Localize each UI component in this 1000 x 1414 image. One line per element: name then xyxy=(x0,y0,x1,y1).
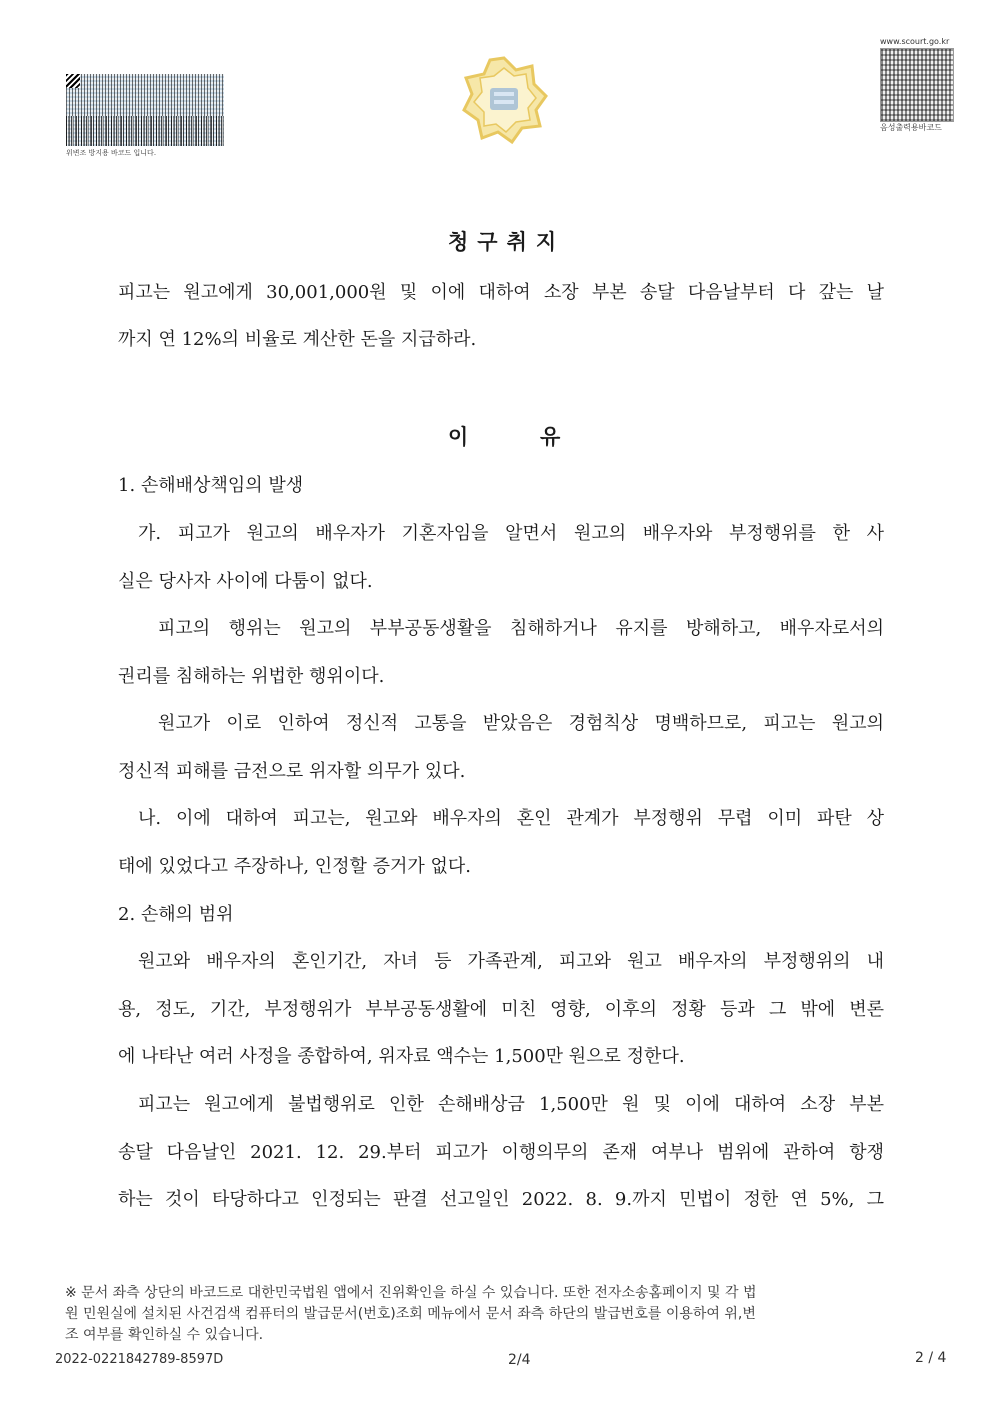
claim-heading: 청구취지 xyxy=(448,229,566,254)
court-seal-icon xyxy=(458,54,550,146)
site-url: www.scourt.go.kr xyxy=(880,37,950,46)
authenticity-barcode xyxy=(66,74,224,146)
para-a2-line-1: 피고의 행위는 원고의 부부공동생활을 침해하거나 유지를 방해하고, 배우자로서의 xyxy=(158,618,884,639)
footnote-line-3: 조 여부를 확인하실 수 있습니다. xyxy=(65,1327,264,1343)
section-2-title: 2. 손해의 범위 xyxy=(118,904,234,925)
reasons-heading-right: 유 xyxy=(540,424,570,449)
page-number-center: 2/4 xyxy=(508,1352,531,1368)
para-a3-line-1: 원고가 이로 인하여 정신적 고통을 받았음은 경험칙상 명백하므로, 피고는 원고의 xyxy=(158,713,884,734)
voice-barcode-caption: 음성출력용바코드 xyxy=(880,123,942,132)
para-a-line-1: 가. 피고가 원고의 배우자가 기혼자임을 알면서 원고의 배우자와 부정행위를 한 사 xyxy=(138,523,884,544)
para-c-line-3: 에 나타난 여러 사정을 종합하여, 위자료 액수는 1,500만 원으로 정한다. xyxy=(118,1046,685,1067)
para-d-line-2: 송달 다음날인 2021. 12. 29.부터 피고가 이행의무의 존재 여부나 범위에 관하여 항쟁 xyxy=(118,1142,884,1163)
para-c-line-1: 원고와 배우자의 혼인기간, 자녀 등 가족관계, 피고와 원고 배우자의 부정행위의 내 xyxy=(138,951,884,972)
section-1-title: 1. 손해배상책임의 발생 xyxy=(118,475,304,496)
reasons-heading-left: 이 xyxy=(448,424,478,449)
para-d-line-3: 하는 것이 타당하다고 인정되는 판결 선고일인 2022. 8. 9.까지 민법이 정한 연 5%, 그 xyxy=(118,1189,884,1210)
footnote-line-2: 원 민원실에 설치된 사건검색 컴퓨터의 발급문서(번호)조회 메뉴에서 문서 좌측 하단의 발급번호를 이용하여 위,변 xyxy=(65,1306,756,1322)
issue-number: 2022-0221842789-8597D xyxy=(55,1352,224,1367)
para-a3-line-2: 정신적 피해를 금전으로 위자할 의무가 있다. xyxy=(118,761,466,782)
claim-line-2: 까지 연 12%의 비율로 계산한 돈을 지급하라. xyxy=(118,329,477,350)
barcode-corner-mark xyxy=(66,74,80,88)
barcode-bars xyxy=(66,116,224,146)
claim-line-1: 피고는 원고에게 30,001,000원 및 이에 대하여 소장 부본 송달 다음날부터 다 갚는 날 xyxy=(118,282,884,303)
page-number-right: 2 / 4 xyxy=(915,1350,947,1366)
para-d-line-1: 피고는 원고에게 불법행위로 인한 손해배상금 1,500만 원 및 이에 대하여 소장 부본 xyxy=(138,1094,884,1115)
verification-footnote xyxy=(65,1283,945,1346)
barcode-caption: 위변조 방지용 바코드 입니다. xyxy=(66,149,157,157)
para-b-line-1: 나. 이에 대하여 피고는, 원고와 배우자의 혼인 관계가 부정행위 무렵 이미 파탄 상 xyxy=(138,808,884,829)
para-c-line-2: 용, 정도, 기간, 부정행위가 부부공동생활에 미친 영향, 이후의 정황 등과 그 밖에 변론 xyxy=(118,999,884,1020)
para-b-line-2: 태에 있었다고 주장하나, 인정할 증거가 없다. xyxy=(118,856,472,877)
voice-output-barcode xyxy=(880,48,954,122)
para-a-line-2: 실은 당사자 사이에 다툼이 없다. xyxy=(118,571,373,592)
footnote-line-1: ※ 문서 좌측 상단의 바코드로 대한민국법원 앱에서 진위확인을 하실 수 있습니다. 또한 전자소송홈페이지 및 각 법 xyxy=(65,1285,757,1301)
para-a2-line-2: 권리를 침해하는 위법한 행위이다. xyxy=(118,666,385,687)
